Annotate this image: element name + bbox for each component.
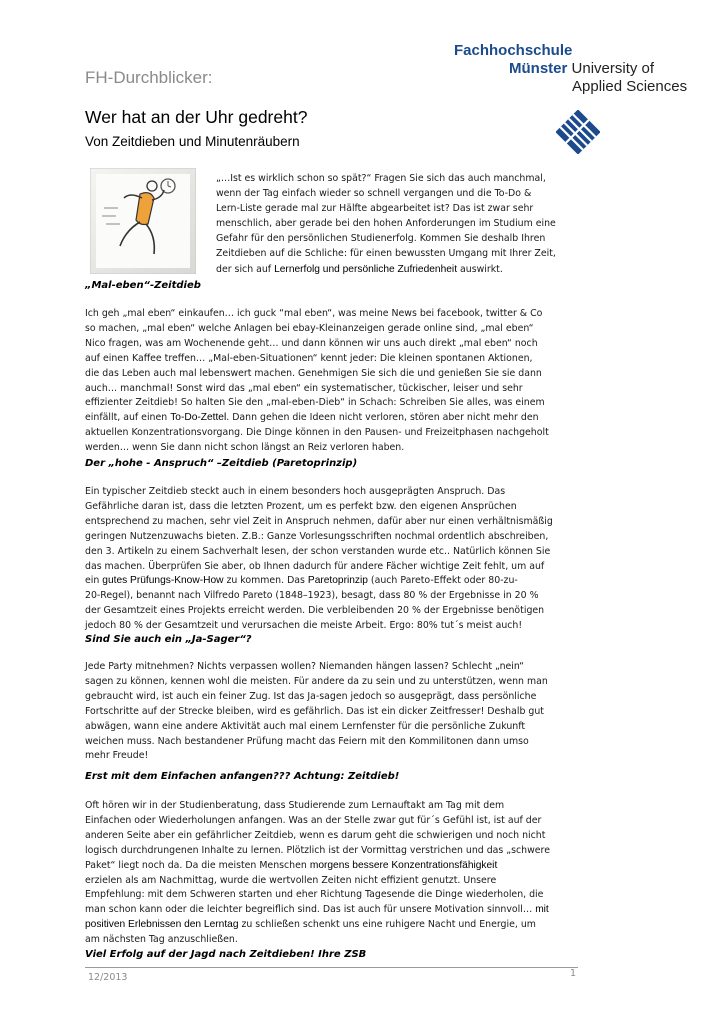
body-line: logisch durchdrungenen Inhalte zu lernen. Plötzlich ist der Vormittag verstrichen und das „schwere bbox=[85, 844, 550, 856]
body-line: werden… wenn Sie dann nicht schon längst an Reiz verloren haben. bbox=[85, 442, 405, 454]
series-title: FH-Durchblicker: bbox=[85, 68, 213, 87]
body-line: Einfachen oder Wiederholungen anfangen. Was an der Stelle zwar gut für´s Gefühl ist, ist auf der bbox=[85, 814, 542, 826]
body-line: Jede Party mitnehmen? Nichts verpassen wollen? Niemanden hängen lassen? Schlecht „nein“ bbox=[85, 661, 525, 672]
body-line: jedoch 80 % der Gesamtzeit und verursachen die meiste Arbeit. Ergo: 80% tut´s meist auch! bbox=[85, 620, 523, 632]
body-text: ein bbox=[85, 575, 103, 587]
intro-highlight: Lernerfolg und persönliche Zufriedenheit bbox=[274, 263, 458, 275]
intro-line: Gefahr für den persönlichen Studienerfolg. Kommen Sie deshalb Ihren bbox=[216, 233, 546, 245]
highlight-mit: mit bbox=[535, 904, 549, 916]
body-line: effizienter Zeitdieb! So halten Sie den „mal-eben-Dieb“ in Schach: Schreiben Sie alles, was einem bbox=[85, 397, 545, 409]
footer-date: 12/2013 bbox=[88, 972, 128, 983]
body-line: geringen Nutzenzuwachs bieten. Z.B.: Ganze Vorlesungsschriften nochmal ordentlich abschreiben, bbox=[85, 530, 549, 542]
body-line: entsprechend zu machen, sehr viel Zeit in Anspruch nehmen, dafür aber nur einen verhältnismäßig bbox=[85, 515, 553, 527]
body-line bbox=[85, 574, 595, 589]
body-text: man schon kann oder die leichter begreiflich sind. Das ist auch für unsere Motivation sinnvoll… bbox=[85, 904, 536, 916]
body-line: den 3. Artikeln zu einem Sachverhalt lesen, der schon verstanden wurde etc.. Natürlich können Sie bbox=[85, 545, 551, 557]
intro-line: menschlich, aber gerade bei den hohen Anforderungen im Studium eine bbox=[216, 218, 556, 230]
intro-text: der sich auf bbox=[216, 263, 275, 275]
body-text: . Dann gehen die Ideen nicht verloren, stören aber nicht mehr den bbox=[226, 412, 539, 424]
body-line bbox=[85, 859, 595, 874]
footer-divider bbox=[85, 967, 578, 968]
intro-line-last bbox=[216, 262, 596, 277]
logo-university-of: University of bbox=[571, 60, 655, 77]
body-line: Ein typischer Zeitdieb steckt auch in einem besonders hoch ausgeprägten Anspruch. Das bbox=[85, 486, 506, 497]
intro-paragraph bbox=[216, 171, 596, 277]
closing-line: Viel Erfolg auf der Jagd nach Zeitdieben! Ihre ZSB bbox=[85, 949, 367, 960]
section-heading-mal-eben: „Mal-eben“-Zeitdieb bbox=[85, 280, 201, 291]
section-heading-einfachen: Erst mit dem Einfachen anfangen??? Achtung: Zeitdieb! bbox=[85, 771, 400, 782]
page-subtitle: Von Zeitdieben und Minutenräubern bbox=[85, 134, 300, 149]
body-line: gebraucht wird, ist auch ein feiner Zug. Ist das Ja-sagen jedoch so ausgeprägt, dass persönliche bbox=[85, 690, 537, 702]
body-line: abwägen, wann eine andere Aktivität auch mal einem Lernfenster für die persönliche Zukunft bbox=[85, 720, 526, 732]
logo-fachhochschule: Fachhochschule bbox=[454, 42, 573, 59]
body-text: zu schließen schenkt uns eine ruhigere Nacht und Energie, um bbox=[238, 919, 536, 931]
body-line: die das Leben auch mal lebenswert machen. Genehmigen Sie sich die und genießen Sie sie dann bbox=[85, 367, 542, 379]
body-line: das machen. Überprüfen Sie aber, ob Ihnen dadurch für andere Fächer wichtige Zeit fehlt, um auf bbox=[85, 560, 545, 572]
section-body-ja-sager bbox=[85, 660, 595, 764]
highlight-todo-zettel: To-Do-Zettel bbox=[170, 412, 227, 424]
intro-line: „…Ist es wirklich schon so spät?“ Fragen Sie sich das auch manchmal, bbox=[216, 173, 546, 184]
section-body-einfachen bbox=[85, 799, 595, 948]
body-line: auch… manchmal! Sonst wird das „mal eben“ ein systematischer, tückischer, leiser und sehr bbox=[85, 382, 523, 394]
running-figure-illustration bbox=[90, 168, 196, 274]
body-line bbox=[85, 903, 595, 918]
logo-applied-sciences: Applied Sciences bbox=[572, 78, 688, 95]
body-line: 20-Regel), benannt nach Vilfredo Pareto (1848–1923), besagt, dass 80 % der Ergebnisse in 20 % bbox=[85, 590, 539, 602]
body-line: Gefährliche daran ist, dass die letzten Prozent, um es perfekt bzw. den eigenen Ansprüchen bbox=[85, 500, 517, 512]
page-number: 1 bbox=[570, 968, 577, 979]
body-line: am nächsten Tag anzuschließen. bbox=[85, 934, 238, 946]
body-line bbox=[85, 411, 595, 426]
intro-text: auswirkt. bbox=[457, 263, 503, 275]
logo-line-2 bbox=[509, 60, 654, 78]
body-line: Empfehlung: mit dem Schweren starten und eher Richtung Tagesende die Dinge wiederholen, die bbox=[85, 889, 544, 901]
body-line: Ich geh „mal eben“ einkaufen… ich guck “mal eben“, was meine News bei facebook, twitter & Co bbox=[85, 308, 543, 319]
body-text: zu kommen. Das bbox=[223, 575, 308, 587]
section-heading-anspruch: Der „hohe - Anspruch“ –Zeitdieb (Paretoprinzip) bbox=[85, 458, 358, 469]
body-line: erzielen als am Nachmittag, wurde die wertvollen Zeiten nicht effizient genutzt. Unsere bbox=[85, 874, 497, 886]
highlight-konzentrationsfaehigkeit: morgens bessere Konzentrationsfähigkeit bbox=[309, 859, 498, 871]
body-line: so machen, „mal eben“ welche Anlagen bei ebay-Kleinanzeigen gerade online sind, „mal eben“ bbox=[85, 322, 534, 334]
body-line: Oft hören wir in der Studienberatung, dass Studierende zum Lernauftakt am Tag mit dem bbox=[85, 800, 505, 811]
body-line: Nico fragen, was am Wochenende geht… und dann können wir uns auch direkt „mal eben“ noch bbox=[85, 337, 538, 349]
body-text: (auch Pareto-Effekt oder 80-zu- bbox=[367, 575, 518, 587]
body-line bbox=[85, 918, 595, 933]
intro-line: Zeitdieben auf die Schliche: für einen bewussten Umgang mit Ihrer Zeit, bbox=[216, 248, 556, 260]
body-line: Fortschritte auf der Strecke bleiben, wird es gefährlich. Das ist ein dicker Zeitfresser! Deshalb gut bbox=[85, 705, 544, 717]
body-text: einfällt, auf einen bbox=[85, 412, 171, 424]
logo-muenster: Münster bbox=[509, 60, 568, 77]
body-text: Paket“ liegt noch da. Da die meisten Menschen bbox=[85, 859, 310, 871]
section-body-anspruch bbox=[85, 485, 595, 634]
highlight-positiven-erlebnissen: positiven Erlebnissen den Lerntag bbox=[85, 919, 239, 931]
intro-line: wenn der Tag einfach wieder so schnell vergangen und die To-Do & bbox=[216, 188, 532, 200]
body-line: mehr Freude! bbox=[85, 750, 149, 762]
section-heading-ja-sager: Sind Sie auch ein „Ja-Sager“? bbox=[85, 634, 252, 645]
highlight-pruefungs-know-how: gutes Prüfungs-Know-How bbox=[102, 575, 224, 587]
page-title: Wer hat an der Uhr gedreht? bbox=[85, 107, 308, 127]
body-line: der Gesamtzeit eines Projekts erreicht werden. Die verbleibenden 20 % der Ergebnisse benötigen bbox=[85, 605, 545, 617]
highlight-paretoprinzip: Paretoprinzip bbox=[307, 575, 368, 587]
fh-logo-emblem-icon bbox=[556, 110, 600, 154]
body-line: anderen Seite aber ein gefährlicher Zeitdieb, wenn es darum geht die schwierigen und noch nicht bbox=[85, 829, 546, 841]
body-line: aktuellen Konzentrationsvorgang. Die Dinge können in den Pausen- und Freizeitphasen nachgeholt bbox=[85, 427, 549, 439]
intro-line: Lern-Liste gerade mal zur Hälfte abgearbeitet ist? Das ist zwar sehr bbox=[216, 203, 534, 215]
body-line: auf einen Kaffee treffen… „Mal-eben-Situationen“ kennt jeder: Die kleinen spontanen Aktionen, bbox=[85, 352, 533, 364]
body-line: sagen zu können, kennen wohl die meisten. Für andere da zu sein und zu unterstützen, wenn man bbox=[85, 675, 548, 687]
section-body-mal-eben bbox=[85, 307, 595, 456]
body-line: weichen muss. Nach bestandener Prüfung macht das Feiern mit den Kommilitonen dann umso bbox=[85, 735, 529, 747]
